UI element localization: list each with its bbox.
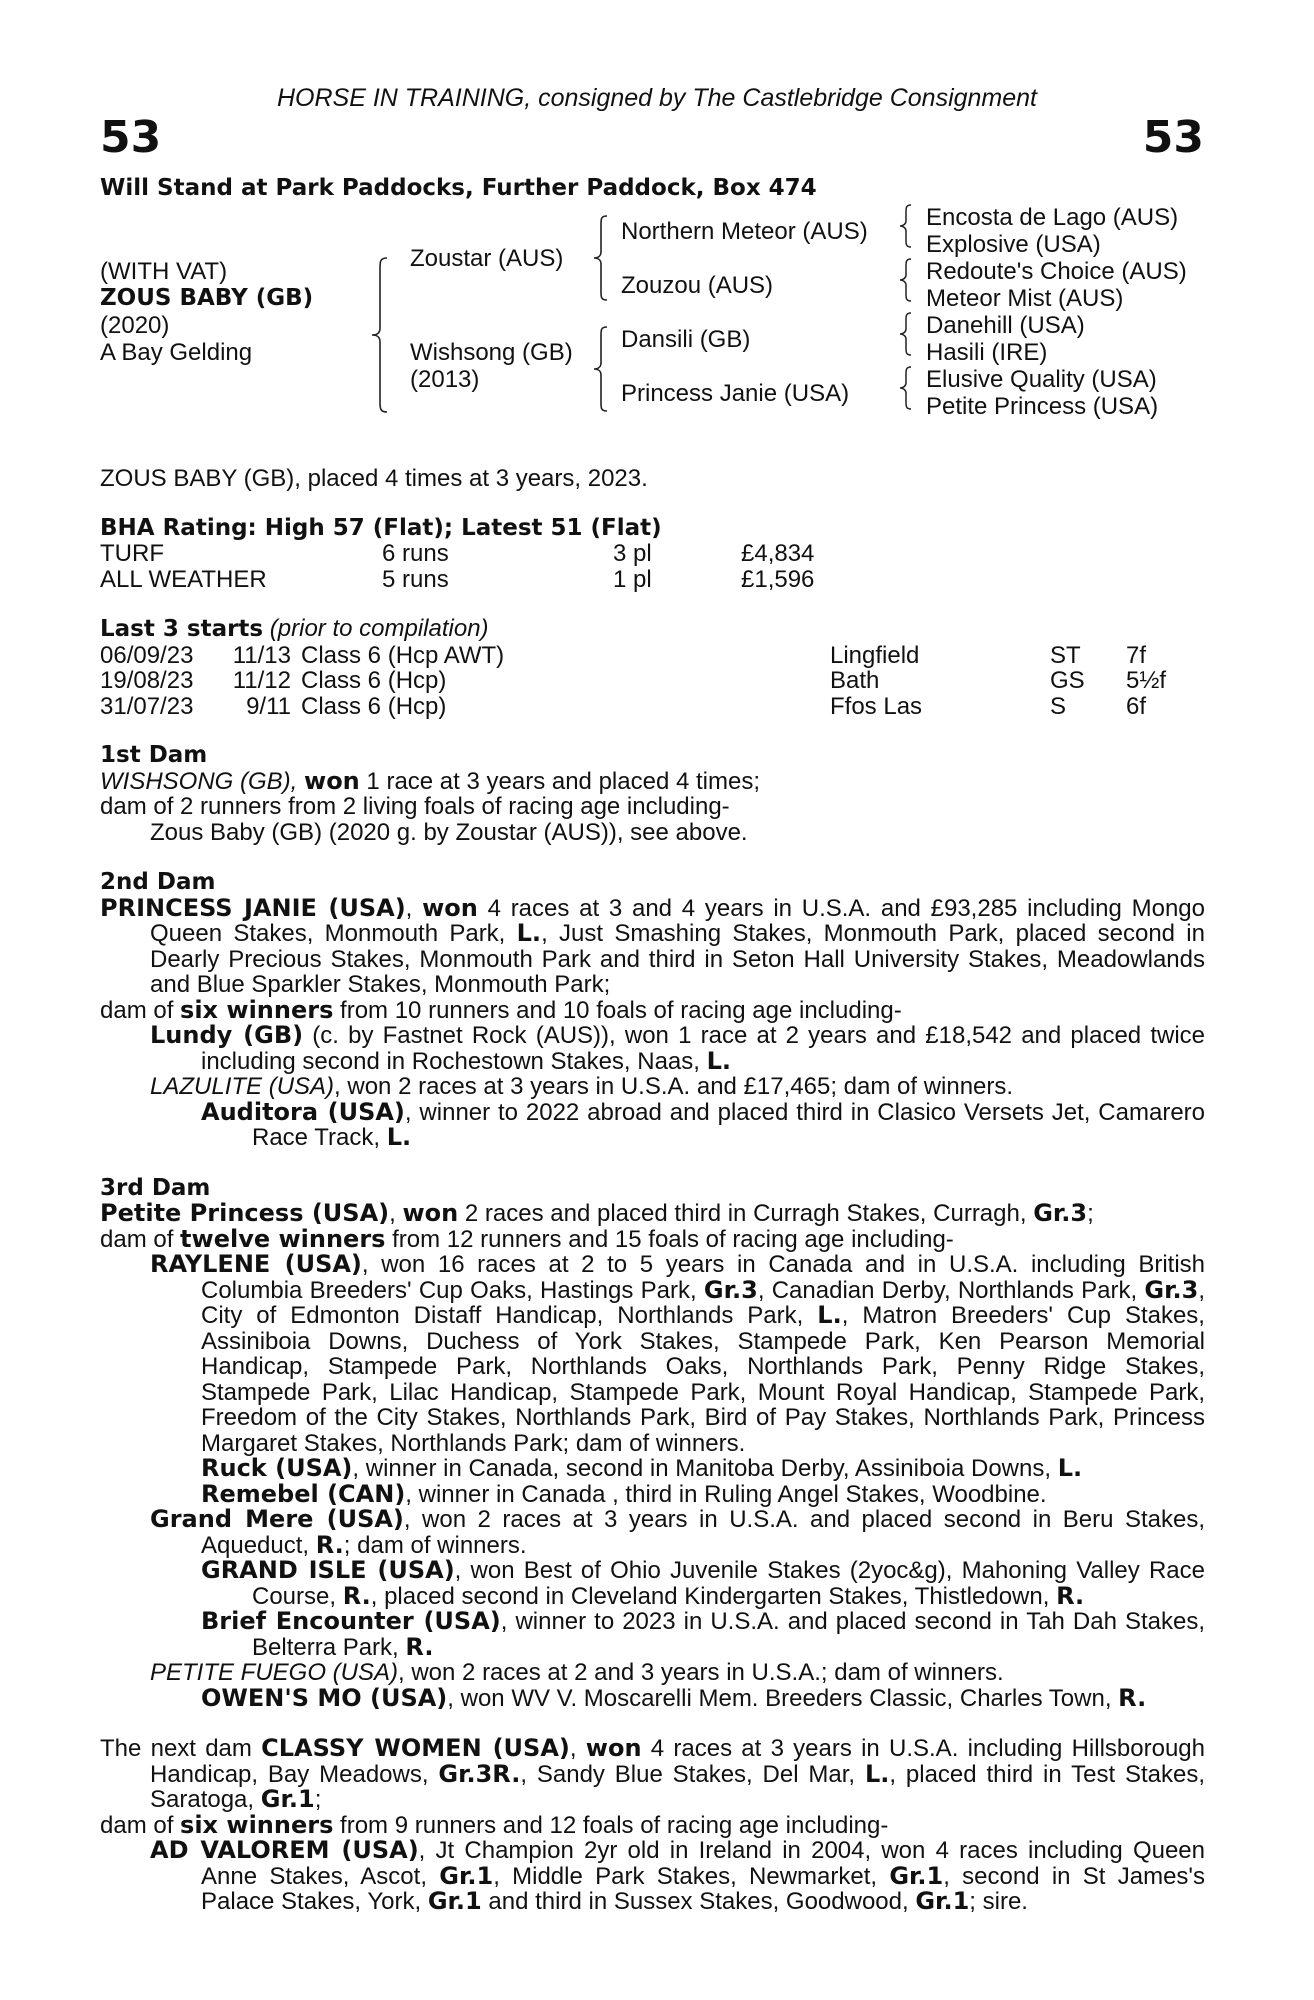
group-label: Gr.3 bbox=[703, 1275, 758, 1304]
produce-remebel: Remebel (CAN), winner in Canada , third in Ruling Angel Stakes, Woodbine. bbox=[201, 1479, 1047, 1508]
winners-count: six winners bbox=[180, 1810, 334, 1839]
grand-isle-name: GRAND ISLE (USA) bbox=[201, 1556, 455, 1584]
lot-number-right: 53 bbox=[1142, 112, 1204, 163]
sire-dam-dam: Meteor Mist (AUS) bbox=[926, 285, 1124, 312]
produce-petite-fuego: PETITE FUEGO (USA), won 2 races at 2 and 3 years in U.S.A.; dam of winners. bbox=[150, 1659, 1004, 1686]
group-label: Gr.1 bbox=[427, 1887, 482, 1915]
gen3-bracket-3 bbox=[900, 313, 914, 355]
listed-label: L. bbox=[1057, 1454, 1083, 1482]
dam-year: (2013) bbox=[410, 366, 480, 393]
won-label: won bbox=[422, 893, 478, 922]
group-label: Gr.3R. bbox=[438, 1759, 521, 1788]
table-row bbox=[100, 694, 1166, 720]
start-position: 11/12 bbox=[232, 667, 291, 694]
table-row bbox=[100, 567, 814, 593]
start-distance: 6f bbox=[1126, 692, 1147, 720]
dam: Wishsong (GB) bbox=[410, 339, 573, 366]
racing-summary: ZOUS BABY (GB), placed 4 times at 3 years, 2023. bbox=[100, 465, 648, 492]
produce-lundy: Lundy (GB) (c. by Fastnet Rock (AUS)), won 1 race at 2 years and £18,542 and placed twice including second in Rochestown Stakes, Naas, L. bbox=[150, 1021, 1206, 1075]
start-distance: 7f bbox=[1126, 641, 1147, 669]
table-row bbox=[100, 541, 814, 567]
horse-vat: (WITH VAT) bbox=[100, 258, 228, 285]
starts-table bbox=[100, 643, 1166, 720]
first-dam-heading: 1st Dam bbox=[100, 742, 208, 768]
owens-mo-name: OWEN'S MO (USA) bbox=[201, 1683, 448, 1712]
winners-count: twelve winners bbox=[180, 1224, 386, 1253]
dam-dam: Princess Janie (USA) bbox=[621, 380, 850, 407]
auditora-name: Auditora (USA) bbox=[201, 1097, 405, 1126]
sire: Zoustar (AUS) bbox=[410, 245, 564, 272]
rating-earnings: £4,834 bbox=[741, 540, 815, 567]
won-label: won bbox=[304, 766, 360, 795]
first-dam-name: WISHSONG (GB), bbox=[100, 767, 298, 795]
sire-dam-sire: Redoute's Choice (AUS) bbox=[926, 258, 1187, 285]
sire-sire-sire: Encosta de Lago (AUS) bbox=[926, 204, 1179, 231]
first-dam-race-record: 1 race at 3 years and placed 4 times; bbox=[359, 767, 760, 795]
group-label: Gr.3 bbox=[1144, 1275, 1199, 1304]
listed-label: L. bbox=[706, 1046, 732, 1075]
third-dam-heading: 3rd Dam bbox=[100, 1174, 211, 1201]
produce-brief-encounter: Brief Encounter (USA), winner to 2023 in U.S.A. and placed second in Tah Dah Stakes, Belterra Park, R. bbox=[201, 1607, 1206, 1661]
group-label: Gr.1 bbox=[260, 1785, 315, 1813]
produce-lazulite: LAZULITE (USA), won 2 races at 3 years in U.S.A. and £17,465; dam of winners. bbox=[150, 1073, 1014, 1100]
consignment-header: HORSE IN TRAINING, consigned by The Castlebridge Consignment bbox=[276, 84, 1038, 112]
sire-dam-bracket bbox=[372, 258, 392, 412]
listed-label: L. bbox=[516, 919, 542, 947]
start-position: 11/13 bbox=[232, 641, 291, 669]
start-date: 19/08/23 bbox=[100, 667, 194, 694]
petite-fuego-name: PETITE FUEGO (USA) bbox=[150, 1659, 399, 1686]
gen3-bracket-1 bbox=[900, 205, 914, 247]
rating-earnings: £1,596 bbox=[741, 565, 815, 593]
first-dam-record bbox=[100, 766, 1205, 795]
won-label: won bbox=[585, 1734, 642, 1762]
restricted-label: R. bbox=[1118, 1683, 1147, 1712]
grand-mere-name: Grand Mere (USA) bbox=[150, 1505, 404, 1533]
dam-parents-bracket bbox=[594, 327, 610, 411]
starts-heading: Last 3 starts bbox=[100, 616, 264, 642]
start-race: Class 6 (Hcp AWT) bbox=[301, 641, 505, 669]
start-race: Class 6 (Hcp) bbox=[301, 692, 447, 720]
gen3-bracket-2 bbox=[900, 259, 914, 301]
raylene-name: RAYLENE (USA) bbox=[150, 1250, 362, 1278]
produce-raylene: RAYLENE (USA), won 16 races at 2 to 5 years in Canada and in U.S.A. including British Columbia Breeders' Cup Oaks, Hastings Park, Gr.3, Canadian Derby, Northlands Park, Gr.3, City of Edmonton Distaff Handicap, Northlands Park, L., Matron Breeders' Cup Stakes, Assiniboia Downs, Duchess of York Stakes, Stampede Park, Ken Pearson Memorial Handicap, Stampede Park, Northlands Oaks, Northlands Park, Penny Ridge Stakes, Stampede Park, Lilac Handicap, Stampede Park, Mount Royal Handicap, Stampede Park, Freedom of the City Stakes, Northlands Park, Bird of Pay Stakes, Northlands Park, Princess Margaret Stakes, Northlands Park; dam of winners. bbox=[150, 1250, 1206, 1457]
produce-ad-valorem: AD VALOREM (USA), Jt Champion 2yr old in Ireland in 2004, won 4 races including Queen Anne Stakes, Ascot, Gr.1, Middle Park Stakes, Newmarket, Gr.1, second in St James's Palace Stakes, York, Gr.1 and third in Sussex Stakes, Goodwood, Gr.1; sire. bbox=[150, 1836, 1206, 1915]
third-dam-name: Petite Princess (USA) bbox=[100, 1199, 390, 1227]
group-label: Gr.1 bbox=[439, 1861, 494, 1890]
sire-parents-bracket bbox=[594, 216, 610, 300]
produce-ruck: Ruck (USA), winner in Canada, second in Manitoba Derby, Assiniboia Downs, L. bbox=[201, 1454, 1083, 1482]
start-date: 06/09/23 bbox=[100, 641, 194, 669]
won-label: won bbox=[402, 1199, 459, 1227]
produce-grand-isle: GRAND ISLE (USA), won Best of Ohio Juvenile Stakes (2yoc&g), Mahoning Valley Race Course, R., placed second in Cleveland Kindergarten Stakes, Thistledown, R. bbox=[201, 1556, 1205, 1610]
first-dam-produce: Zous Baby (GB) (2020 g. by Zoustar (AUS)), see above. bbox=[150, 818, 748, 846]
dam-sire: Dansili (GB) bbox=[621, 326, 751, 353]
restricted-label: R. bbox=[405, 1632, 434, 1661]
next-dam-record: The next dam CLASSY WOMEN (USA), won 4 races at 3 years in U.S.A. including Hillsborough Handicap, Bay Meadows, Gr.3R., Sandy Blue Stakes, Del Mar, L., placed third in Test Stakes, Saratoga, Gr.1; bbox=[100, 1734, 1206, 1813]
rating-table bbox=[100, 541, 814, 592]
rating-title: BHA Rating: High 57 (Flat); Latest 51 (Flat) bbox=[100, 514, 662, 541]
first-dam-produce-summary: dam of 2 runners from 2 living foals of racing age including- bbox=[100, 793, 730, 820]
brief-encounter-name: Brief Encounter (USA) bbox=[201, 1607, 501, 1635]
group-label: Gr.1 bbox=[889, 1861, 944, 1890]
second-dam-record: PRINCESS JANIE (USA), won 4 races at 3 and 4 years in U.S.A. and £93,285 including Mongo Queen Stakes, Monmouth Park, L., Just Smashing Stakes, Monmouth Park, placed second in Dearly Precious Stakes, Monmouth Park and third in Seton Hall University Stakes, Meadowlands and Blue Sparkler Stakes, Monmouth Park; bbox=[100, 893, 1206, 998]
horse-name: ZOUS BABY (GB) bbox=[100, 285, 314, 311]
lazulite-name: LAZULITE (USA) bbox=[150, 1073, 335, 1100]
gen3-bracket-4 bbox=[900, 367, 914, 409]
restricted-label: R. bbox=[315, 1530, 344, 1559]
start-date: 31/07/23 bbox=[100, 692, 194, 720]
start-race: Class 6 (Hcp) bbox=[301, 667, 447, 694]
dam-dam-sire: Elusive Quality (USA) bbox=[926, 366, 1157, 393]
rating-surface: TURF bbox=[100, 540, 164, 567]
group-label: Gr.1 bbox=[915, 1887, 970, 1915]
table-row bbox=[100, 668, 1166, 694]
sire-sire: Northern Meteor (AUS) bbox=[621, 218, 868, 245]
horse-description: A Bay Gelding bbox=[100, 339, 253, 366]
dam-sire-dam: Hasili (IRE) bbox=[926, 339, 1048, 366]
start-course: Bath bbox=[830, 667, 880, 694]
start-course: Ffos Las bbox=[830, 692, 923, 720]
stand-location: Will Stand at Park Paddocks, Further Paddock, Box 474 bbox=[100, 175, 817, 201]
rating-surface: ALL WEATHER bbox=[100, 565, 267, 593]
next-dam-produce-summary: dam of six winners from 9 runners and 12 foals of racing age including- bbox=[100, 1810, 889, 1839]
second-dam-produce-summary: dam of six winners from 10 runners and 10 foals of racing age including- bbox=[100, 995, 902, 1024]
dam-dam-dam: Petite Princess (USA) bbox=[926, 393, 1159, 420]
dam-sire-sire: Danehill (USA) bbox=[926, 312, 1085, 339]
produce-grand-mere: Grand Mere (USA), won 2 races at 3 years in U.S.A. and placed second in Beru Stakes, Aqueduct, R.; dam of winners. bbox=[150, 1505, 1205, 1559]
restricted-label: R. bbox=[1056, 1581, 1085, 1610]
rating-runs: 5 runs bbox=[382, 565, 449, 593]
winners-count: six winners bbox=[180, 995, 334, 1024]
start-going: GS bbox=[1050, 667, 1085, 694]
group-label: Gr.3 bbox=[1033, 1199, 1088, 1227]
second-dam-name: PRINCESS JANIE (USA) bbox=[100, 893, 406, 922]
produce-owens-mo: OWEN'S MO (USA), won WV V. Moscarelli Mem. Breeders Classic, Charles Town, R. bbox=[201, 1683, 1147, 1712]
third-dam-produce-summary: dam of twelve winners from 12 runners and 15 foals of racing age including- bbox=[100, 1224, 954, 1253]
rating-runs: 6 runs bbox=[382, 540, 449, 567]
start-position: 9/11 bbox=[246, 692, 291, 720]
lot-number-left: 53 bbox=[100, 112, 162, 163]
start-going: ST bbox=[1050, 641, 1081, 669]
starts-title bbox=[100, 616, 1205, 643]
sire-sire-dam: Explosive (USA) bbox=[926, 231, 1101, 258]
ruck-name: Ruck (USA) bbox=[201, 1454, 353, 1482]
starts-note: (prior to compilation) bbox=[269, 615, 489, 642]
catalogue-body bbox=[100, 466, 1205, 1915]
table-row bbox=[100, 643, 1166, 669]
second-dam-heading: 2nd Dam bbox=[100, 869, 216, 895]
ad-valorem-name: AD VALOREM (USA) bbox=[150, 1836, 419, 1864]
rating-placed: 1 pl bbox=[613, 565, 652, 593]
sire-dam: Zouzou (AUS) bbox=[621, 272, 774, 299]
restricted-label: R. bbox=[342, 1581, 371, 1610]
produce-auditora: Auditora (USA), winner to 2022 abroad and placed third in Clasico Versets Jet, Camarero Race Track, L. bbox=[201, 1097, 1206, 1151]
lundy-name: Lundy (GB) bbox=[150, 1021, 304, 1049]
third-dam-record: Petite Princess (USA), won 2 races and placed third in Curragh Stakes, Curragh, Gr.3; bbox=[100, 1199, 1094, 1227]
rating-placed: 3 pl bbox=[613, 540, 652, 567]
listed-label: L. bbox=[386, 1123, 412, 1151]
listed-label: L. bbox=[864, 1759, 890, 1788]
start-course: Lingfield bbox=[830, 641, 920, 669]
remebel-name: Remebel (CAN) bbox=[201, 1479, 406, 1508]
start-going: S bbox=[1050, 692, 1067, 720]
horse-year: (2020) bbox=[100, 312, 170, 339]
start-distance: 5½f bbox=[1126, 667, 1167, 694]
listed-label: L. bbox=[817, 1301, 842, 1329]
next-dam-name: CLASSY WOMEN (USA) bbox=[261, 1734, 570, 1762]
